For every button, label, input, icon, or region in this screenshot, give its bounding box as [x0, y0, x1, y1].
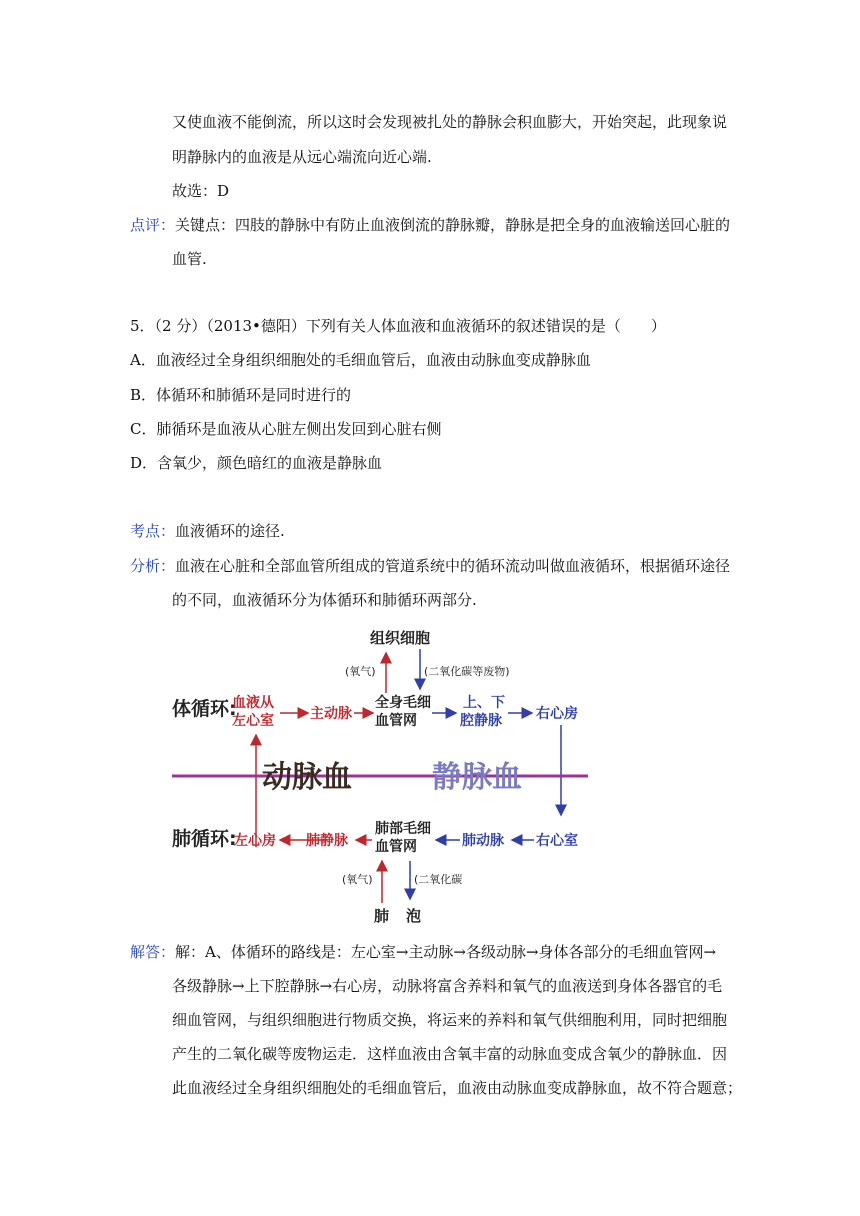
- venous-blood-label: 静脉血: [432, 760, 522, 795]
- right-ventricle-label: 右心室: [536, 833, 578, 849]
- jieda-line-3: 细血管网，与组织细胞进行物质交换，将运来的养料和氧气供细胞利用，同时把细胞: [172, 1011, 728, 1029]
- pulmonary-vein-label: 肺静脉: [306, 833, 348, 849]
- prev-answer-choice: 故选：D: [172, 182, 230, 200]
- option-d: D．含氧少，颜色暗红的血液是静脉血: [130, 454, 383, 472]
- kaodian-text: 血液循环的途径.: [175, 522, 285, 540]
- prev-answer-line-2: 明静脉内的血液是从远心端流向近心端.: [172, 148, 432, 166]
- arterial-blood-label: 动脉血: [262, 760, 352, 795]
- body-capillary-2: 血管网: [375, 713, 417, 729]
- co2-top-label: (二氧化碳等废物): [424, 665, 510, 678]
- kaodian-label: 考点：: [130, 522, 176, 540]
- blood-circulation-diagram: [170, 625, 590, 925]
- jieda-line-1: 解：A、体循环的路线是：左心室→主动脉→各级动脉→身体各部分的毛细血管网→: [175, 943, 717, 961]
- fenxi-label: 分析：: [130, 557, 176, 575]
- left-ventricle-1: 血液从: [232, 695, 274, 711]
- lung-capillary-1: 肺部毛细: [375, 821, 431, 837]
- jieda-line-4: 产生的二氧化碳等废物运走．这样血液由含氧丰富的动脉血变成含氧少的静脉血．因: [172, 1045, 728, 1063]
- review-text-1: 关键点：四肢的静脉中有防止血液倒流的静脉瓣，静脉是把全身的血液输送回心脏的: [175, 216, 731, 234]
- fenxi-text-1: 血液在心脏和全部血管所组成的管道系统中的循环流动叫做血液循环，根据循环途径: [175, 557, 731, 575]
- body-capillary-1: 全身毛细: [375, 695, 431, 711]
- option-c: C．肺循环是血液从心脏左侧出发回到心脏右侧: [130, 420, 442, 438]
- jieda-row: [130, 942, 716, 962]
- jieda-line-2: 各级静脉→上下腔静脉→右心房，动脉将富含养料和氧气的血液送到身体各器官的毛: [172, 977, 723, 995]
- vena-cava-2: 腔静脉: [460, 713, 502, 729]
- tissue-cells-label: 组织细胞: [370, 629, 431, 647]
- aorta-label: 主动脉: [310, 706, 352, 722]
- pulmonary-label: 肺循环:: [172, 828, 237, 850]
- fenxi-text-2: 的不同，血液循环分为体循环和肺循环两部分.: [172, 591, 477, 609]
- option-a: A．血液经过全身组织细胞处的毛细血管后，血液由动脉血变成静脉血: [130, 351, 591, 369]
- alveoli-label-2: 泡: [406, 907, 422, 925]
- fenxi-row: [130, 556, 730, 576]
- kaodian-row: [130, 521, 285, 541]
- left-ventricle-2: 左心室: [232, 713, 274, 729]
- lung-capillary-2: 血管网: [375, 839, 417, 855]
- oxygen-bottom-label: (氧气): [342, 873, 373, 886]
- review-label: 点评：: [130, 216, 176, 234]
- left-atrium-label: 左心房: [234, 833, 276, 849]
- option-b: B．体循环和肺循环是同时进行的: [130, 386, 352, 404]
- pulmonary-artery-label: 肺动脉: [462, 833, 504, 849]
- review-text-2: 血管.: [172, 250, 207, 268]
- question-stem: 5．（2 分）（2013•德阳）下列有关人体血液和血液循环的叙述错误的是（ ）: [130, 317, 666, 335]
- right-atrium-label: 右心房: [536, 706, 578, 722]
- prev-answer-line-1: 又使血液不能倒流，所以这时会发现被扎处的静脉会积血膨大，开始突起，此现象说: [172, 113, 728, 131]
- vena-cava-1: 上、下: [463, 695, 505, 711]
- co2-bottom-label: (二氧化碳: [414, 873, 463, 886]
- systemic-label: 体循环:: [172, 698, 237, 720]
- alveoli-label-1: 肺: [374, 907, 390, 925]
- oxygen-top-label: (氧气): [345, 665, 376, 678]
- jieda-line-5: 此血液经过全身组织细胞处的毛细血管后，血液由动脉血变成静脉血，故不符合题意；: [172, 1079, 743, 1097]
- jieda-label: 解答：: [130, 943, 176, 961]
- review-row: [130, 215, 730, 235]
